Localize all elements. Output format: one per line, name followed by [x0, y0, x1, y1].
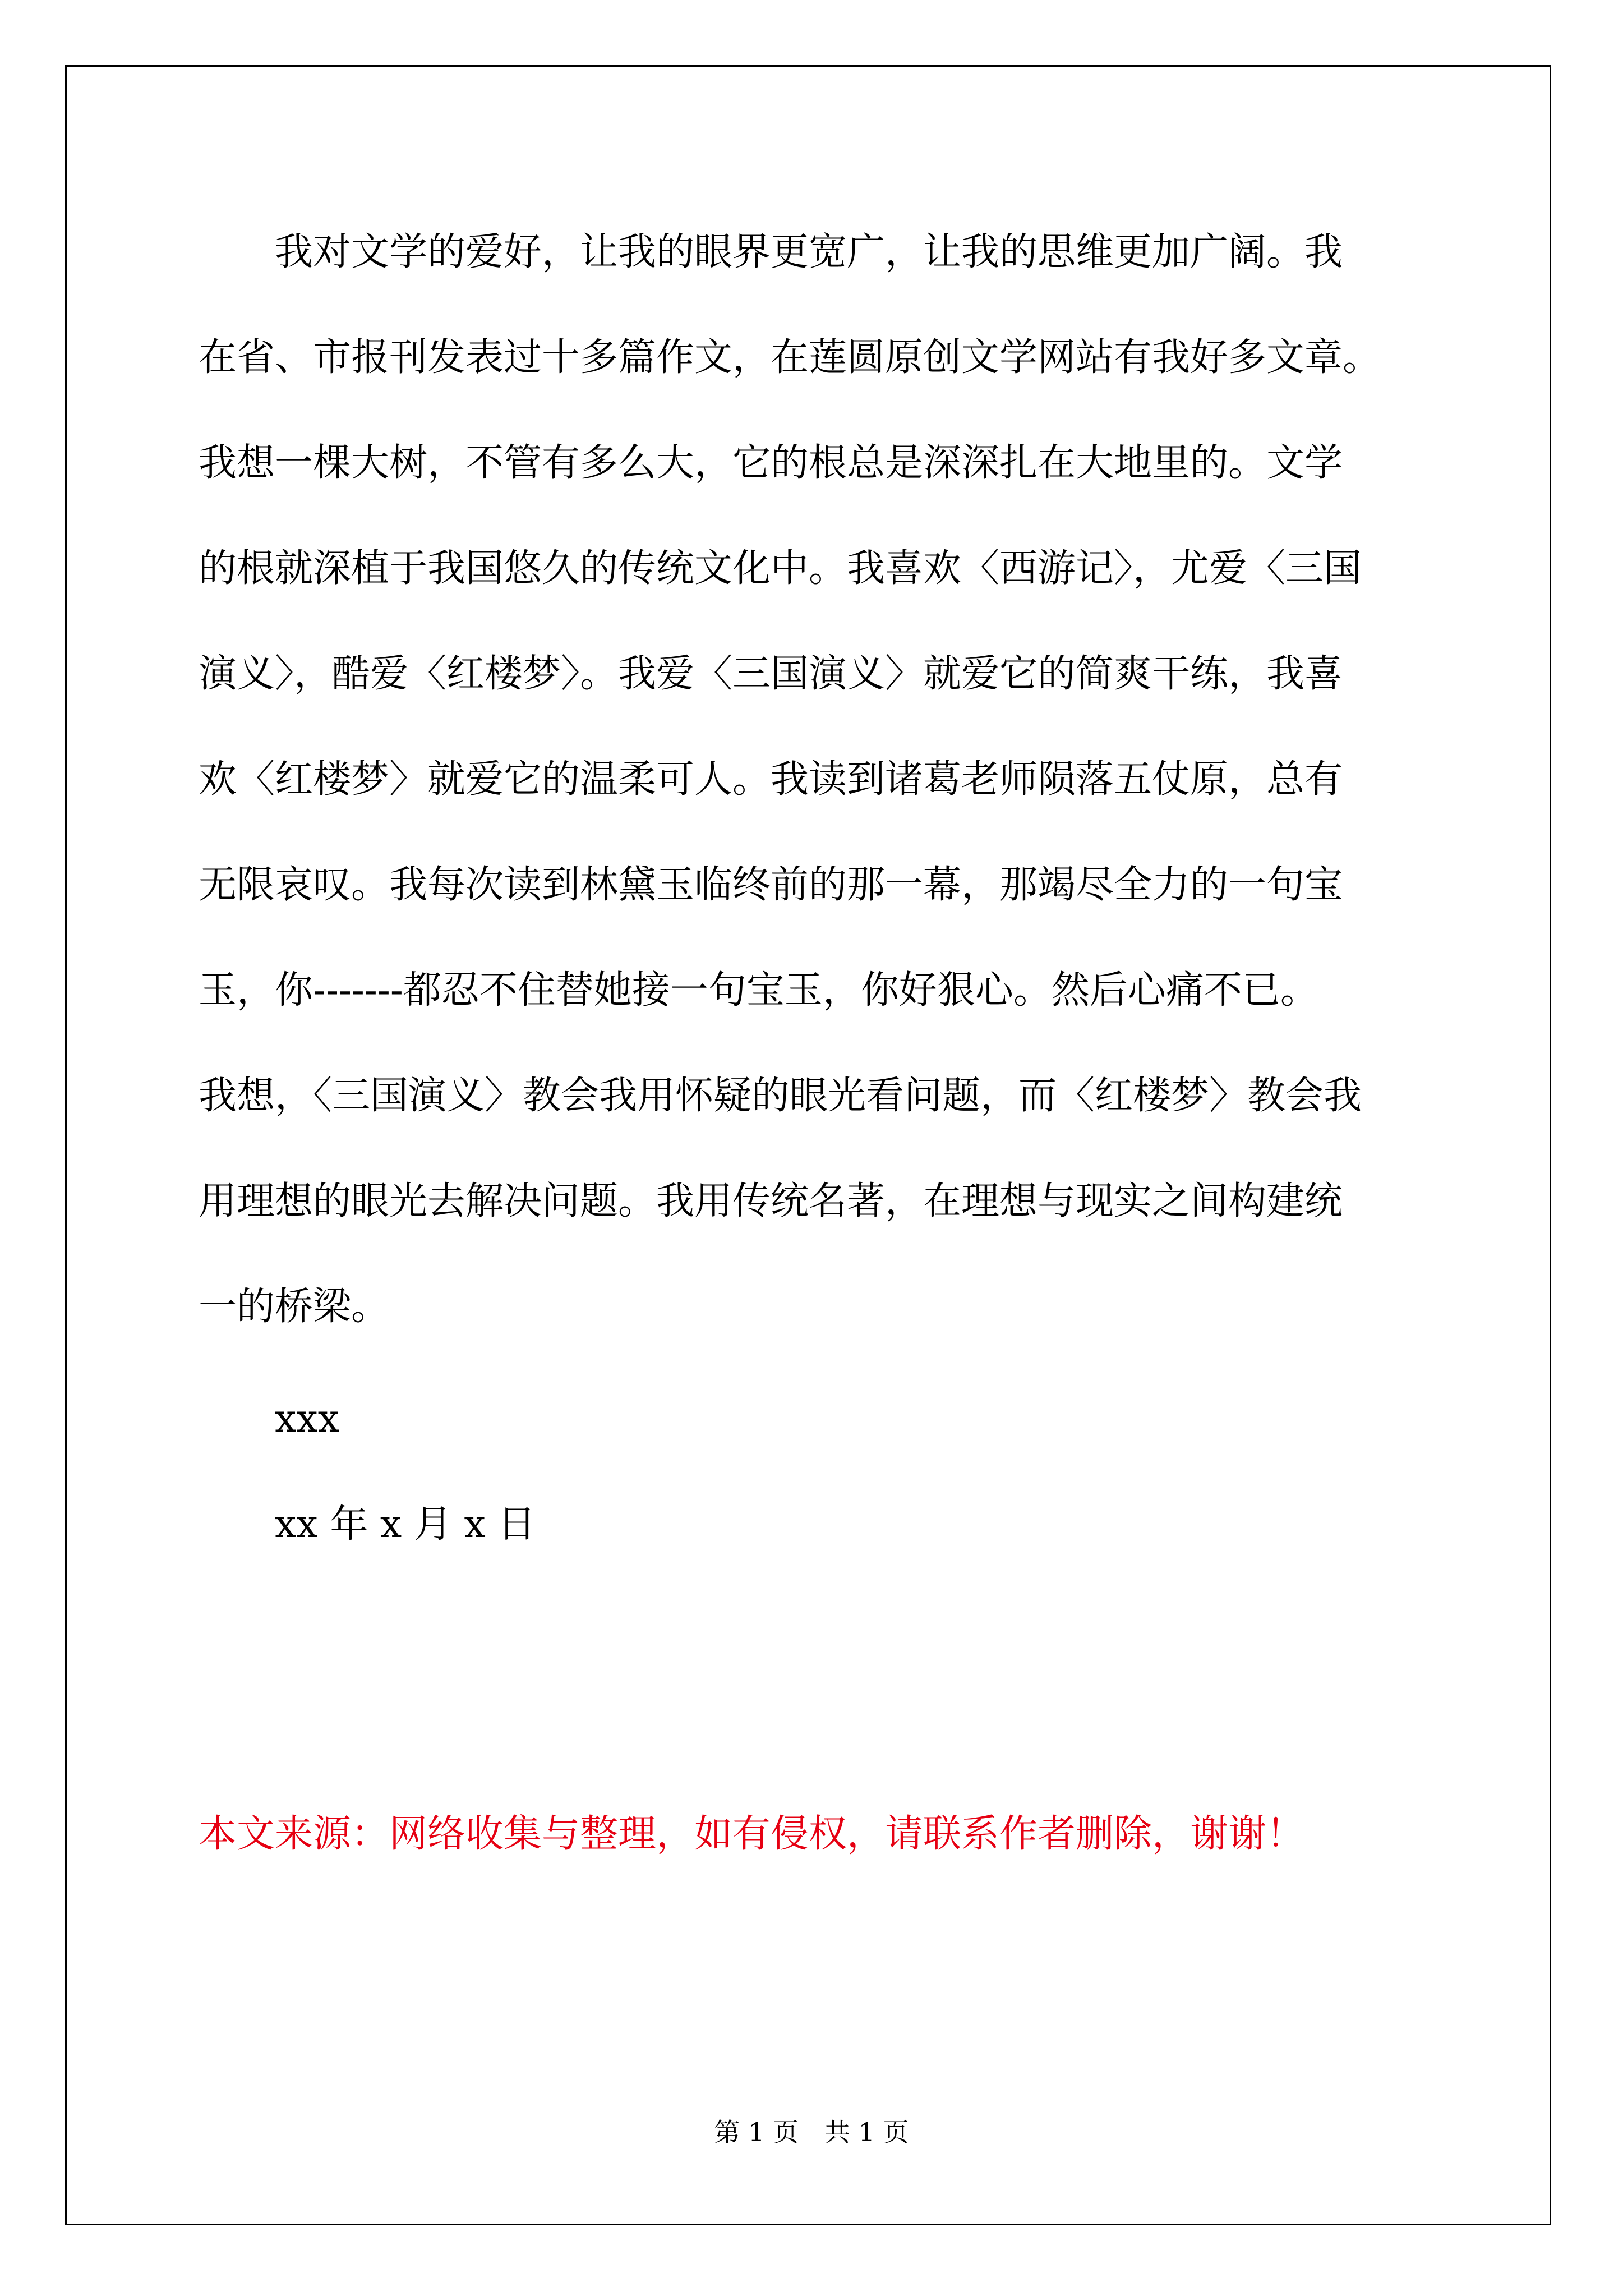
date-line: xx 年 x 月 x 日: [199, 1502, 536, 1547]
paragraph-line-1: 我对文学的爱好，让我的眼界更宽广，让我的思维更加广阔。我: [199, 230, 1343, 274]
source-note: 本文来源：网络收集与整理，如有侵权，请联系作者删除，谢谢！: [199, 1812, 1305, 1856]
paragraph-line-8: 玉，你-------都忍不住替她接一句宝玉，你好狠心。然后心痛不已。: [199, 968, 1318, 1013]
paragraph-line-10: 用理想的眼光去解决问题。我用传统名著，在理想与现实之间构建统: [199, 1179, 1343, 1223]
paragraph-line-7: 无限哀叹。我每次读到林黛玉临终前的那一幕，那竭尽全力的一句宝: [199, 863, 1343, 907]
paragraph-line-5: 演义〉，酷爱〈红楼梦〉。我爱〈三国演义〉就爱它的简爽干练，我喜: [199, 652, 1343, 696]
paragraph-line-4: 的根就深植于我国悠久的传统文化中。我喜欢〈西游记〉，尤爱〈三国: [199, 546, 1362, 591]
paragraph-line-11: 一的桥梁。: [199, 1285, 390, 1329]
paragraph-line-9: 我想，〈三国演义〉教会我用怀疑的眼光看问题，而〈红楼梦〉教会我: [199, 1074, 1362, 1118]
paragraph-line-6: 欢〈红楼梦〉就爱它的温柔可人。我读到诸葛老师陨落五仗原，总有: [199, 757, 1343, 802]
paragraph-line-3: 我想一棵大树，不管有多么大，它的根总是深深扎在大地里的。文学: [199, 441, 1343, 485]
page-border: [65, 65, 1551, 2225]
page-footer: 第 1 页 共 1 页: [714, 2117, 909, 2147]
paragraph-line-2: 在省、市报刊发表过十多篇作文，在莲圆原创文学网站有我好多文章。: [199, 335, 1381, 380]
signature: xxx: [199, 1397, 340, 1441]
